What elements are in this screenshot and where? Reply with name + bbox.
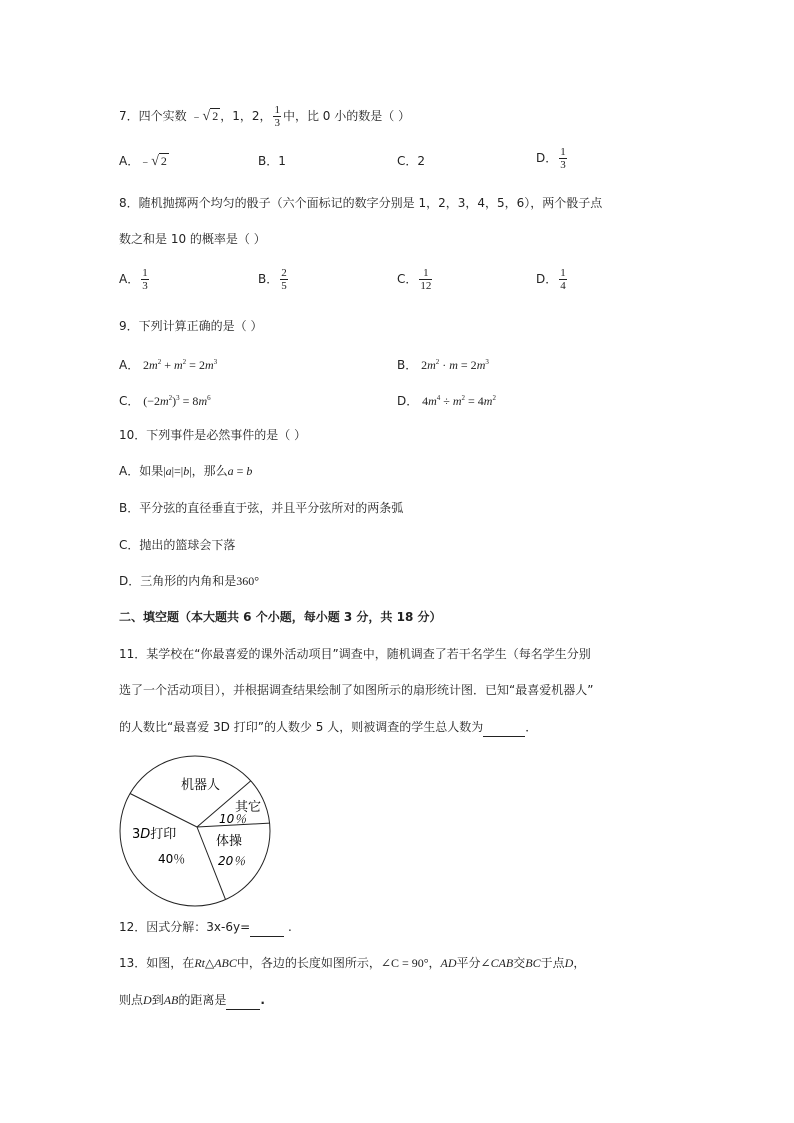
q10-stem: 10．下列事件是必然事件的是（ ） — [119, 428, 307, 442]
q10-option-b[interactable]: B．平分弦的直径垂直于弦，并且平分弦所对的两条弧 — [119, 501, 404, 515]
pie-label-robot: 机器人 — [181, 778, 221, 793]
q9-option-b[interactable]: B． $2m^2 \cdot m = 2m^3$ — [397, 358, 489, 372]
q7-option-a[interactable]: A．﹣√ 2 — [119, 154, 167, 169]
q9-b-expr: $2m^2 \cdot m = 2m^3$ — [421, 358, 489, 372]
q9-a-expr: $2m^2 + m^2 = 2m^3$ — [143, 358, 218, 372]
section-2-title: 二、填空题（本大题共 6 个小题，每小题 3 分，共 18 分） — [119, 610, 442, 624]
q10-option-c[interactable]: C．抛出的篮球会下落 — [119, 538, 236, 552]
q11-stem-line2: 选了一个活动项目），并根据调查结果绘制了如图所示的扇形统计图．已知“最喜爱机器人” — [119, 683, 594, 697]
q8-stem-line2: 数之和是 10 的概率是（ ） — [119, 232, 266, 246]
q8-stem-line1: 8．随机抛掷两个均匀的骰子（六个面标记的数字分别是 1，2，3，4，5，6），两个骰子点 — [119, 196, 603, 210]
q9-c-expr: $(-2m^2)^3 = 8m^6$ — [143, 394, 211, 408]
q9-stem: 9．下列计算正确的是（ ） — [119, 319, 263, 333]
q9-option-c[interactable]: C． $(-2m^2)^3 = 8m^6$ — [119, 394, 211, 408]
pie-label-other: 其它 — [235, 800, 262, 815]
q13-answer-blank[interactable] — [226, 991, 260, 1010]
q13-stem-line1: 13．如图，在Rt△ABC中，各边的长度如图所示，∠C = 90°，AD平分∠CAB交BC于点D， — [119, 956, 586, 970]
q8-option-c[interactable]: C． $\frac{1}{12}$ — [397, 267, 432, 292]
q7-option-b[interactable]: B．1 — [258, 154, 286, 168]
q8-option-d[interactable]: D． $\frac{1}{4}$ — [536, 267, 566, 292]
pie-chart — [118, 754, 274, 910]
q9-option-a[interactable]: A． $2m^2 + m^2 = 2m^3$ — [119, 358, 218, 372]
pie-pct-other: 10％ — [219, 812, 247, 826]
q12-stem: 12．因式分解：3x-6y= . — [119, 918, 292, 937]
pie-label-gym: 体操 — [216, 834, 243, 849]
q7-stem: 7．四个实数 ﹣√ 2 ，1，2， $\frac{1}{3}$ 中，比 0 小的数是（ ） — [119, 104, 411, 129]
q7-option-d[interactable]: D． $\frac{1}{3}$ — [536, 146, 566, 171]
q7-option-c[interactable]: C．2 — [397, 154, 426, 168]
q10-a-expr: |a|=|b| — [163, 464, 192, 478]
q9-d-expr: $4m^4 \div m^2 = 4m^2$ — [422, 394, 496, 408]
pie-label-3d: 3D打印 — [132, 827, 177, 842]
q10-option-a[interactable]: A．如果|a|=|b|，那么a = b — [119, 464, 253, 478]
q8-option-b[interactable]: B． $\frac{2}{5}$ — [258, 267, 287, 292]
q11-stem-line1: 11．某学校在“你最喜爱的课外活动项目”调查中，随机调查了若干名学生（每名学生分别 — [119, 647, 591, 661]
q10-option-d[interactable]: D．三角形的内角和是360° — [119, 574, 260, 588]
q11-stem-line3: 的人数比“最喜爱 3D 打印”的人数少 5 人，则被调查的学生总人数为 ． — [119, 718, 537, 737]
fraction-one-third: $\frac{1}{3}$ — [274, 104, 280, 129]
q8-option-a[interactable]: A． $\frac{1}{3}$ — [119, 267, 148, 292]
sqrt-2: √ 2 — [202, 109, 219, 124]
q13-stem-line2: 则点D到AB的距离是 . — [119, 991, 265, 1010]
q12-answer-blank[interactable] — [250, 918, 284, 937]
q9-option-d[interactable]: D． $4m^4 \div m^2 = 4m^2$ — [397, 394, 496, 408]
q11-answer-blank[interactable] — [483, 718, 525, 737]
pie-pct-3d: 40％ — [158, 852, 186, 866]
pie-pct-gym: 20％ — [218, 854, 246, 868]
